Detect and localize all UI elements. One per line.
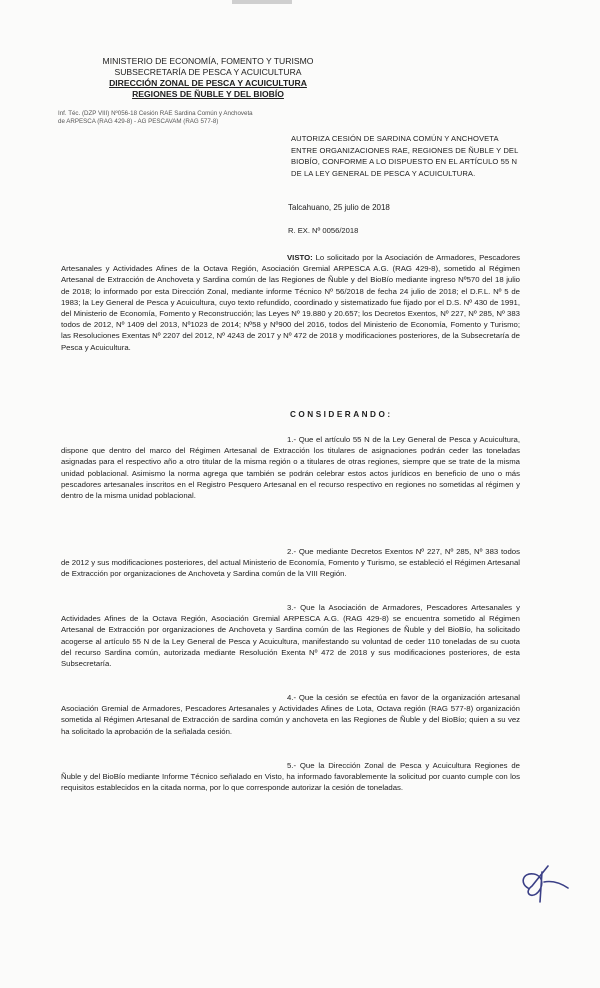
considerando-2-text: 2.- Que mediante Decretos Exentos Nº 227, Nº 285, Nº 383 todos de 2012 y sus modificaciones posteriores, del actual Ministerio de Economía, Fomento y Turismo, se estableció el Régimen Artesanal de Extracción por organizaciones de Anchoveta y Sardina común de la VIII Región. xyxy=(61,547,520,579)
reference-note xyxy=(58,110,308,126)
reference-line-2: de ARPESCA (RAG 429-8) - AG PESCAVAM (RAG 577-8) xyxy=(58,118,219,125)
regions-line: REGIONES DE ÑUBLE Y DEL BIOBÍO xyxy=(132,89,284,99)
visto-label: VISTO: xyxy=(287,253,313,262)
considerando-1 xyxy=(61,434,520,501)
visto-text: Lo solicitado por la Asociación de Armadores, Pescadores Artesanales y Actividades Afines de la Octava Región, Asociación Gremial ARPESCA A.G. (RAG 429-8), sometido al Régimen Artesanal de Extracción de Anchoveta y Sardina común de las Regiones de Ñuble y del BioBío mediante ingreso Nº570 del 18 julio de 2018; lo informado por esta Dirección Zonal, mediante informe Técnico Nº 56/2018 de fecha 24 julio de 2018; el D.F.L. Nº 5 de 1983; la Ley General de Pesca y Acuicultura, cuyo texto refundido, coordinado y sistematizado fue fijado por el D.S. Nº 430 de 1991, del Ministerio de Economía, Fomento y Reconstrucción; las Leyes Nº 19.880 y 20.657; los Decretos Exentos, Nº 227, Nº 285, Nº 383 todos de 2012, Nº 1409 del 2013, Nº1023 de 2014; Nº58 y Nº900 del 2016, todos del Ministerio de Economía, Fomento y Turismo; las Resoluciones Exentas Nº 2207 del 2012, Nº 4243 de 2017 y Nº 472 de 2018 y modificaciones posteriores, de la Subsecretaría de Pesca y Acuicultura. xyxy=(61,253,521,352)
considerando-1-text: 1.- Que el artículo 55 N de la Ley General de Pesca y Acuicultura, dispone que dentro del marco del Régimen Artesanal de Extracción los titulares de asignaciones podrán ceder las toneladas asignadas para el respectivo año a otro titular de la misma región o a titulares de otras regiones, siempre que se trate de la misma unidad poblacional. Asimismo la norma agrega que también se podrán celebrar estos actos jurídicos en beneficio de uno o más pescadores artesanales inscritos en el Registro Pesquero Artesanal en el recurso respectivo en regiones no sometidas al régimen y dentro de la misma unidad poblacional. xyxy=(61,435,520,501)
ministry-line: MINISTERIO DE ECONOMÍA, FOMENTO Y TURISMO xyxy=(102,56,314,66)
considerando-5-text: 5.- Que la Dirección Zonal de Pesca y Acuicultura Regiones de Ñuble y del BioBío mediante Informe Técnico señalado en Visto, ha informado favorablemente la solicitud por cuanto cumple con los requisitos establecidos en la citada norma, por lo que corresponde autorizar la cesión de toneladas. xyxy=(61,761,520,793)
resolution-subject: AUTORIZA CESIÓN DE SARDINA COMÚN Y ANCHOVETA ENTRE ORGANIZACIONES RAE, REGIONES DE ÑUBLE Y DEL BIOBÍO, CONFORME A LO DISPUESTO EN EL ARTÍCULO 55 N DE LA LEY GENERAL DE PESCA Y ACUICULTURA. xyxy=(291,134,519,178)
letterhead xyxy=(78,56,338,100)
considerando-3 xyxy=(61,602,520,669)
resolution-date: Talcahuano, 25 julio de 2018 xyxy=(288,203,390,212)
considerando-2 xyxy=(61,546,520,580)
considerando-3-text: 3.- Que la Asociación de Armadores, Pescadores Artesanales y Actividades Afines de la Octava Región, Asociación Gremial ARPESCA A.G. (RAG 429-8) se encuentra sometido al Régimen Artesanal de Extracción por organizaciones de Anchoveta y Sardina común de las Regiones de Ñuble y del BioBío, ha solicitado acogerse al artículo 55 N de la Ley General de Pesca y Acuicultura, manifestando su voluntad de ceder 110 toneladas de su cuota del recurso Sardina común, autorizada mediante Resolución Exenta Nº 472 de 2018 y sus modificaciones posteriores, de esta Subsecretaría. xyxy=(61,603,520,669)
directorate-line: DIRECCIÓN ZONAL DE PESCA Y ACUICULTURA xyxy=(109,78,307,88)
considerando-4-text: 4.- Que la cesión se efectúa en favor de la organización artesanal Asociación Gremial de Armadores, Pescadores Artesanales y Actividades Afines de Lota, Octava región (RAG 577-8) organización sometida al Régimen Artesanal de Extracción de sardina común y anchoveta en las Regiones de Ñuble y del BioBío; quien a su vez ha solicitado la aprobación de la señalada cesión. xyxy=(61,693,520,736)
subsecretariat-line: SUBSECRETARÍA DE PESCA Y ACUICULTURA xyxy=(114,67,302,77)
reference-line-1: Inf. Téc. (DZP VIII) Nº056-18 Cesión RAE Sardina Común y Anchoveta xyxy=(58,110,253,117)
signature-mark xyxy=(514,858,574,906)
scan-mark xyxy=(232,0,292,4)
considerando-heading: CONSIDERANDO: xyxy=(290,410,393,419)
considerando-5 xyxy=(61,760,520,794)
resolution-number: R. EX. Nº 0056/2018 xyxy=(288,226,359,235)
considerando-4 xyxy=(61,692,520,737)
visto-paragraph xyxy=(61,252,520,353)
